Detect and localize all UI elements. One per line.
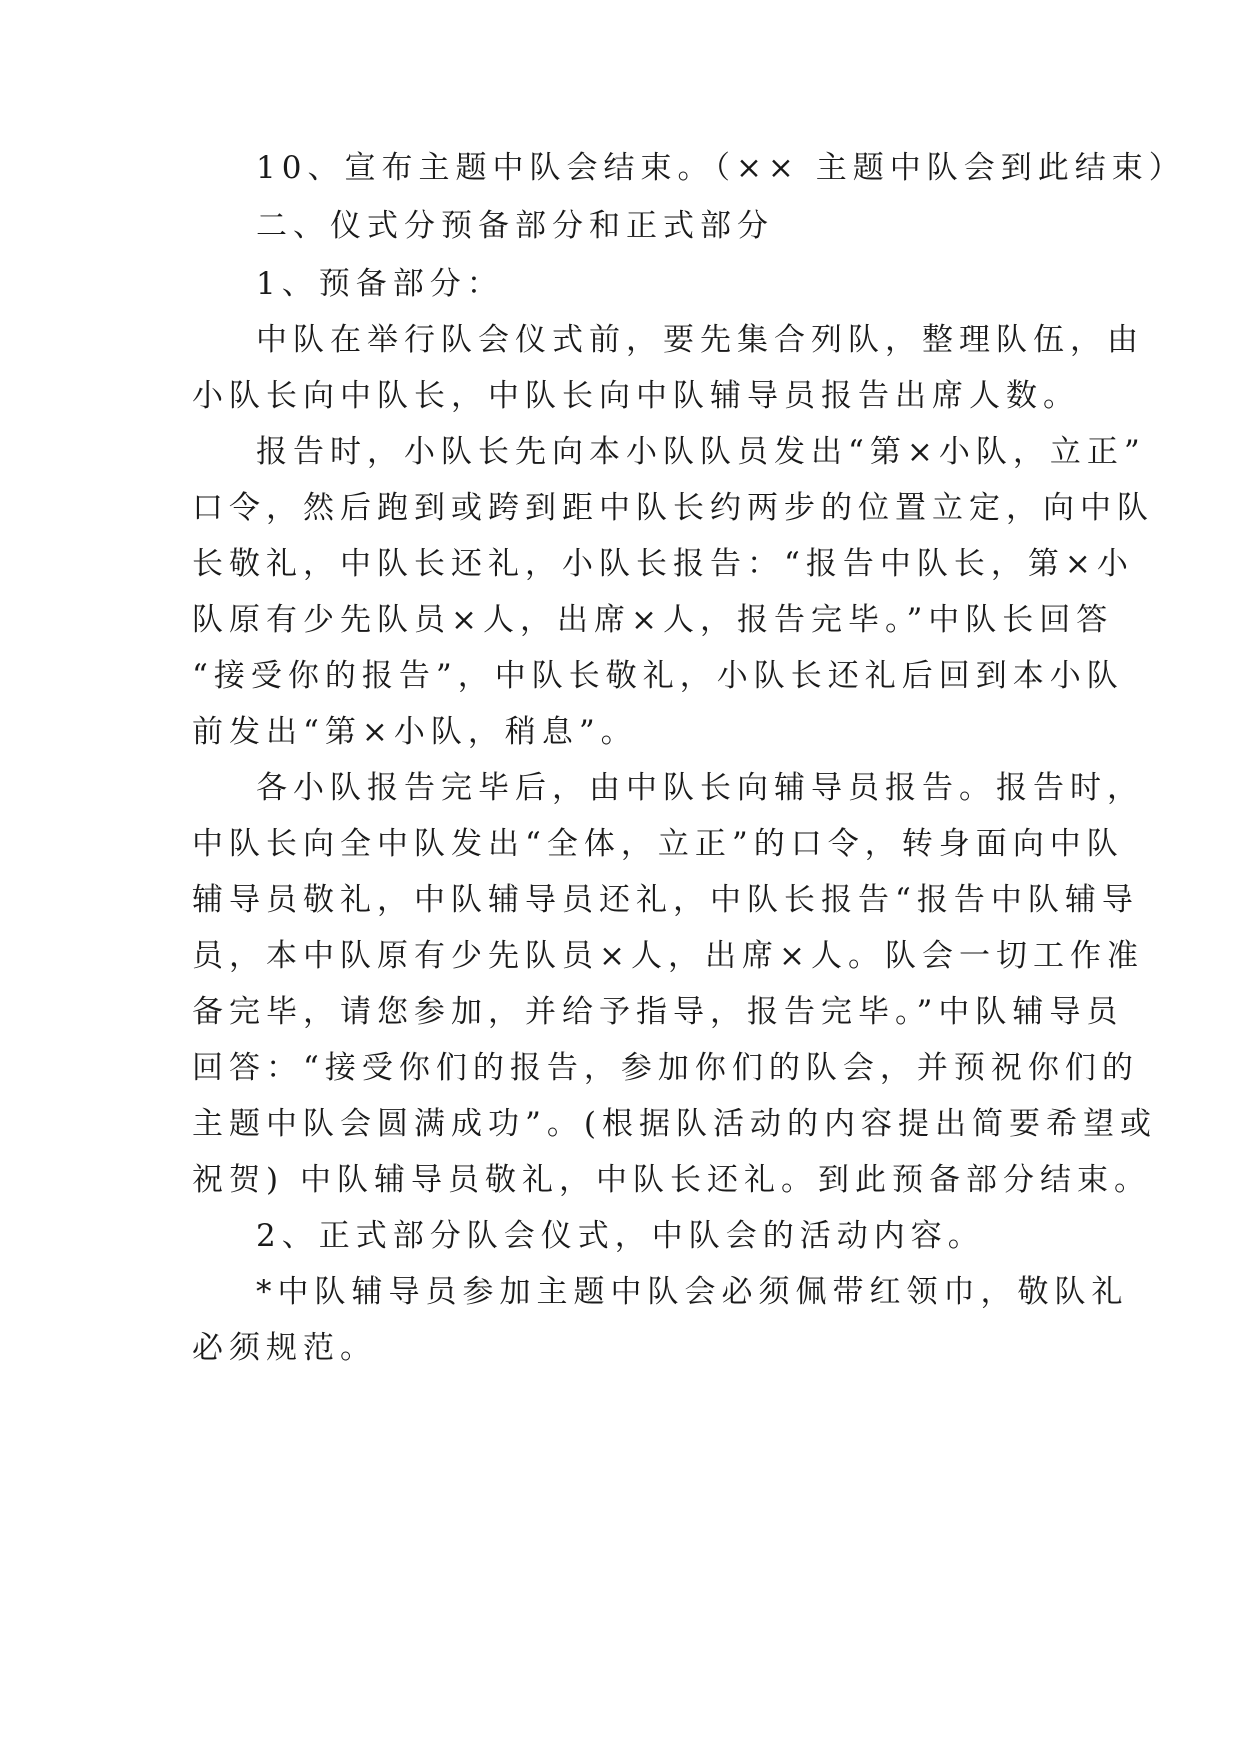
paragraph-line: 前发出“第×小队，稍息”。	[192, 714, 638, 750]
paragraph-line: 祝贺) 中队辅导员敬礼，中队长还礼。到此预备部分结束。	[192, 1162, 1151, 1198]
paragraph-line: 主题中队会圆满成功”。(根据队活动的内容提出简要希望或	[192, 1106, 1157, 1142]
paragraph-line: 员，本中队原有少先队员×人，出席×人。队会一切工作准	[192, 938, 1144, 974]
paragraph-line: 中队长向全中队发出“全体，立正”的口令，转身面向中队	[192, 826, 1124, 862]
paragraph-line: “接受你的报告”，中队长敬礼，小队长还礼后回到本小队	[192, 658, 1124, 694]
paragraph-line: 回答：“接受你们的报告，参加你们的队会，并预祝你们的	[192, 1050, 1139, 1086]
paragraph-line: 中队在举行队会仪式前，要先集合列队，整理队伍，由	[256, 322, 1144, 358]
paragraph-line: 备完毕，请您参加，并给予指导，报告完毕。”中队辅导员	[192, 994, 1124, 1030]
paragraph-line: 小队长向中队长，中队长向中队辅导员报告出席人数。	[192, 378, 1080, 414]
paragraph-line: 队原有少先队员×人，出席×人，报告完毕。”中队长回答	[192, 602, 1114, 638]
subsection-preparation-heading: 1、预备部分：	[256, 266, 504, 302]
paragraph-line: 各小队报告完毕后，由中队长向辅导员报告。报告时，	[256, 770, 1144, 806]
paragraph-line: 长敬礼，中队长还礼，小队长报告：“报告中队长，第×小	[192, 546, 1134, 582]
note-line: 必须规范。	[192, 1330, 377, 1366]
note-line: *中队辅导员参加主题中队会必须佩带红领巾，敬队礼	[256, 1274, 1129, 1310]
paragraph-line: 辅导员敬礼，中队辅导员还礼，中队长报告“报告中队辅导	[192, 882, 1139, 918]
subsection-formal-heading: 2、正式部分队会仪式，中队会的活动内容。	[256, 1218, 985, 1254]
paragraph-line: 口令，然后跑到或跨到距中队长约两步的位置立定，向中队	[192, 490, 1154, 526]
paragraph-line: 报告时，小队长先向本小队队员发出“第×小队，立正”	[256, 434, 1146, 470]
item-10-closing: 10、宣布主题中队会结束。（×× 主题中队会到此结束）	[256, 150, 1186, 186]
section-two-heading: 二、仪式分预备部分和正式部分	[256, 208, 774, 244]
